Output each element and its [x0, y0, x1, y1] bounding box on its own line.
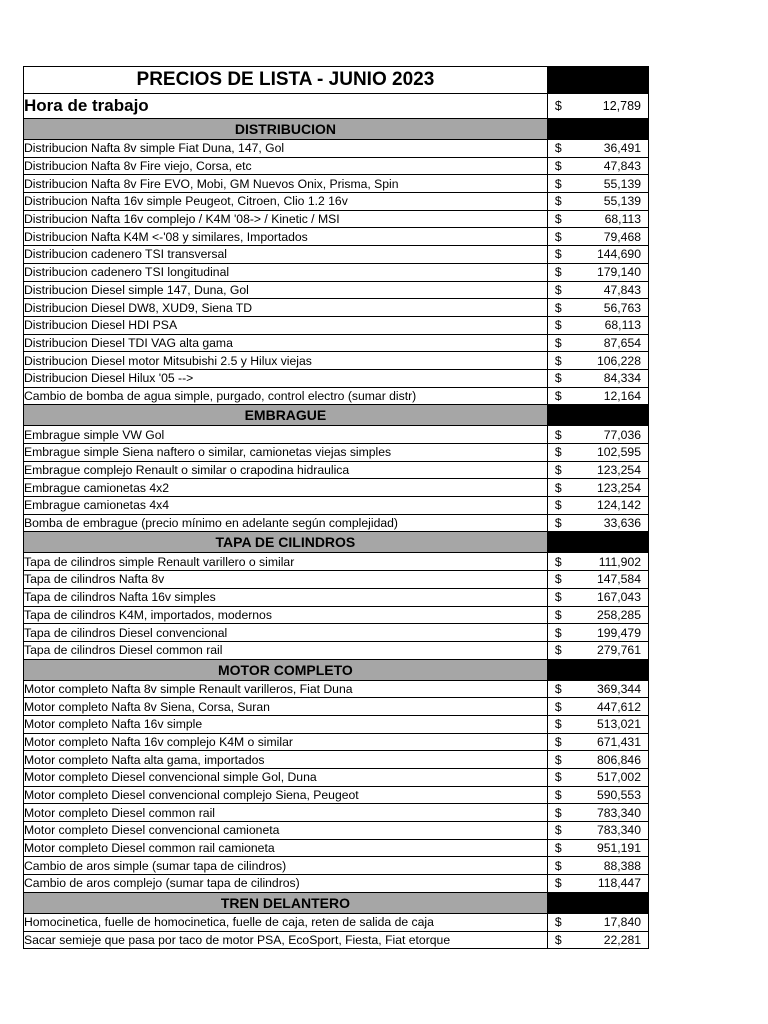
item-price: 68,113	[604, 318, 641, 333]
item-price: 513,021	[596, 717, 641, 732]
item-price: 47,843	[603, 159, 641, 174]
item-price: 87,654	[603, 335, 641, 350]
item-price-cell	[547, 175, 648, 193]
table-row	[24, 210, 649, 228]
item-price: 17,840	[603, 915, 641, 930]
item-price: 806,846	[596, 752, 641, 767]
section-title: DISTRIBUCION	[24, 119, 548, 140]
table-row	[24, 514, 649, 532]
item-price-cell	[547, 857, 648, 875]
item-description: Embrague camionetas 4x2	[24, 479, 548, 497]
section-header-embrague	[24, 405, 649, 426]
item-price-cell	[547, 299, 648, 317]
item-description: Tapa de cilindros simple Renault varillero o similar	[24, 553, 548, 571]
table-row	[24, 769, 649, 787]
currency-symbol: $	[554, 335, 562, 350]
item-price: 167,043	[596, 590, 641, 605]
hora-de-trabajo-label: Hora de trabajo	[24, 94, 548, 119]
currency-symbol: $	[554, 463, 562, 478]
price-list-body	[24, 67, 649, 949]
table-row	[24, 641, 649, 659]
item-price: 258,285	[596, 607, 641, 622]
section-black-cell	[547, 405, 648, 426]
table-row	[24, 316, 649, 334]
table-row	[24, 931, 649, 949]
table-row	[24, 461, 649, 479]
item-price-cell	[547, 698, 648, 716]
table-row	[24, 281, 649, 299]
table-row	[24, 352, 649, 370]
section-title: EMBRAGUE	[24, 405, 548, 426]
item-price-cell	[547, 822, 648, 840]
table-row	[24, 369, 649, 387]
table-row	[24, 875, 649, 893]
table-row	[24, 606, 649, 624]
currency-symbol: $	[554, 858, 562, 873]
currency-symbol: $	[554, 212, 562, 227]
item-price: 279,761	[596, 643, 641, 658]
table-row	[24, 246, 649, 264]
item-price: 671,431	[596, 734, 641, 749]
currency-symbol: $	[554, 498, 562, 513]
item-price: 84,334	[603, 371, 641, 386]
item-price: 124,142	[596, 498, 641, 513]
currency-symbol: $	[554, 805, 562, 820]
currency-symbol: $	[554, 699, 562, 714]
section-black-cell	[547, 119, 648, 140]
item-price: 447,612	[596, 699, 641, 714]
item-description: Motor completo Diesel common rail camioneta	[24, 839, 548, 857]
item-price-cell	[547, 140, 648, 158]
table-row	[24, 913, 649, 931]
item-description: Distribucion Nafta 16v complejo / K4M '08-> / Kinetic / MSI	[24, 210, 548, 228]
item-price-cell	[547, 210, 648, 228]
item-price: 106,228	[596, 353, 641, 368]
currency-symbol: $	[554, 770, 562, 785]
item-price-cell	[547, 913, 648, 931]
item-price-cell	[547, 444, 648, 462]
table-row	[24, 140, 649, 158]
section-header-tapa-de-cilindros	[24, 532, 649, 553]
item-price: 47,843	[603, 282, 641, 297]
item-price: 88,388	[603, 858, 641, 873]
item-description: Tapa de cilindros Nafta 16v simples	[24, 588, 548, 606]
currency-symbol: $	[554, 247, 562, 262]
currency-symbol: $	[554, 625, 562, 640]
section-black-cell	[547, 532, 648, 553]
currency-symbol: $	[554, 752, 562, 767]
currency-symbol: $	[554, 159, 562, 174]
item-description: Cambio de bomba de agua simple, purgado, control electro (sumar distr)	[24, 387, 548, 405]
item-price: 951,191	[596, 841, 641, 856]
table-row	[24, 698, 649, 716]
item-price: 56,763	[603, 300, 641, 315]
currency-symbol: $	[554, 265, 562, 280]
item-price-cell	[547, 263, 648, 281]
item-description: Distribucion Nafta 8v Fire viejo, Corsa, etc	[24, 157, 548, 175]
item-description: Distribucion Diesel HDI PSA	[24, 316, 548, 334]
item-description: Distribucion Diesel Hilux '05 -->	[24, 369, 548, 387]
item-price: 783,340	[596, 823, 641, 838]
table-row	[24, 479, 649, 497]
item-price: 123,254	[596, 480, 641, 495]
item-price: 783,340	[596, 805, 641, 820]
currency-symbol: $	[554, 427, 562, 442]
item-description: Distribucion Nafta 16v simple Peugeot, Citroen, Clio 1.2 16v	[24, 193, 548, 211]
item-description: Motor completo Diesel convencional complejo Siena, Peugeot	[24, 786, 548, 804]
section-header-tren-delantero	[24, 892, 649, 913]
currency-symbol: $	[554, 717, 562, 732]
item-description: Tapa de cilindros Diesel convencional	[24, 624, 548, 642]
item-description: Distribucion Diesel TDI VAG alta gama	[24, 334, 548, 352]
item-description: Bomba de embrague (precio mínimo en adelante según complejidad)	[24, 514, 548, 532]
item-price: 33,636	[603, 516, 641, 531]
section-title: TAPA DE CILINDROS	[24, 532, 548, 553]
item-price-cell	[547, 316, 648, 334]
item-price-cell	[547, 553, 648, 571]
item-price-cell	[547, 352, 648, 370]
item-price: 369,344	[596, 681, 641, 696]
item-description: Tapa de cilindros Diesel common rail	[24, 641, 548, 659]
table-row	[24, 299, 649, 317]
currency-symbol: $	[554, 371, 562, 386]
currency-symbol: $	[554, 607, 562, 622]
item-price: 22,281	[603, 932, 641, 947]
item-price: 68,113	[604, 212, 641, 227]
item-description: Motor completo Nafta 16v simple	[24, 715, 548, 733]
currency-symbol: $	[554, 841, 562, 856]
item-price-cell	[547, 624, 648, 642]
item-description: Motor completo Nafta 16v complejo K4M o similar	[24, 733, 548, 751]
table-row	[24, 733, 649, 751]
title-black-cell	[547, 67, 648, 94]
section-black-cell	[547, 892, 648, 913]
item-description: Embrague complejo Renault o similar o crapodina hidraulica	[24, 461, 548, 479]
item-price: 36,491	[603, 141, 641, 156]
item-description: Motor completo Diesel common rail	[24, 804, 548, 822]
item-price: 147,584	[596, 572, 641, 587]
item-price-cell	[547, 246, 648, 264]
item-description: Motor completo Nafta 8v simple Renault varilleros, Fiat Duna	[24, 680, 548, 698]
section-header-motor-completo	[24, 659, 649, 680]
hora-de-trabajo-price: 12,789	[602, 99, 641, 113]
currency-symbol: $	[554, 554, 562, 569]
item-price-cell	[547, 571, 648, 589]
currency-symbol: $	[554, 876, 562, 891]
currency-symbol: $	[554, 388, 562, 403]
table-row	[24, 157, 649, 175]
table-row	[24, 497, 649, 515]
item-price-cell	[547, 769, 648, 787]
item-description: Embrague simple VW Gol	[24, 426, 548, 444]
table-row	[24, 822, 649, 840]
item-price-cell	[547, 497, 648, 515]
currency-symbol: $	[554, 141, 562, 156]
currency-symbol: $	[554, 681, 562, 696]
item-price: 102,595	[596, 445, 641, 460]
item-description: Motor completo Nafta alta gama, importados	[24, 751, 548, 769]
item-price: 79,468	[603, 229, 641, 244]
table-row	[24, 715, 649, 733]
item-description: Embrague camionetas 4x4	[24, 497, 548, 515]
item-description: Distribucion cadenero TSI longitudinal	[24, 263, 548, 281]
table-row	[24, 426, 649, 444]
item-price: 144,690	[596, 247, 641, 262]
currency-symbol: $	[554, 823, 562, 838]
currency-symbol: $	[554, 176, 562, 191]
currency-symbol: $	[554, 282, 562, 297]
item-description: Motor completo Nafta 8v Siena, Corsa, Suran	[24, 698, 548, 716]
item-description: Distribucion Nafta 8v Fire EVO, Mobi, GM Nuevos Onix, Prisma, Spin	[24, 175, 548, 193]
item-price: 55,139	[603, 194, 641, 209]
item-price: 123,254	[596, 463, 641, 478]
item-price-cell	[547, 479, 648, 497]
item-description: Distribucion cadenero TSI transversal	[24, 246, 548, 264]
table-row	[24, 334, 649, 352]
section-title: TREN DELANTERO	[24, 892, 548, 913]
item-price-cell	[547, 588, 648, 606]
section-header-distribucion	[24, 119, 649, 140]
item-price: 118,447	[597, 876, 641, 891]
item-description: Motor completo Diesel convencional simple Gol, Duna	[24, 769, 548, 787]
item-price: 199,479	[596, 625, 641, 640]
currency-symbol: $	[554, 353, 562, 368]
table-row	[24, 571, 649, 589]
item-price: 179,140	[596, 265, 641, 280]
table-row	[24, 387, 649, 405]
item-price-cell	[547, 931, 648, 949]
currency-symbol: $	[554, 445, 562, 460]
item-description: Homocinetica, fuelle de homocinetica, fuelle de caja, reten de salida de caja	[24, 913, 548, 931]
item-price: 111,902	[598, 554, 641, 569]
currency-symbol: $	[554, 194, 562, 209]
item-price-cell	[547, 228, 648, 246]
currency-symbol: $	[554, 229, 562, 244]
currency-symbol: $	[554, 643, 562, 658]
currency-symbol: $	[554, 318, 562, 333]
item-description: Sacar semieje que pasa por taco de motor PSA, EcoSport, Fiesta, Fiat etorque	[24, 931, 548, 949]
currency-symbol: $	[554, 480, 562, 495]
currency-symbol: $	[554, 734, 562, 749]
price-list-table	[23, 66, 649, 949]
hora-de-trabajo-price-cell	[547, 94, 648, 119]
item-description: Distribucion Diesel motor Mitsubishi 2.5 y Hilux viejas	[24, 352, 548, 370]
table-row	[24, 193, 649, 211]
item-price: 517,002	[596, 770, 641, 785]
item-price-cell	[547, 715, 648, 733]
item-description: Cambio de aros simple (sumar tapa de cilindros)	[24, 857, 548, 875]
item-price-cell	[547, 369, 648, 387]
item-price: 55,139	[603, 176, 641, 191]
item-description: Tapa de cilindros K4M, importados, modernos	[24, 606, 548, 624]
item-price-cell	[547, 733, 648, 751]
table-row	[24, 751, 649, 769]
item-price-cell	[547, 387, 648, 405]
item-price-cell	[547, 641, 648, 659]
table-row	[24, 857, 649, 875]
currency-symbol: $	[554, 300, 562, 315]
item-price-cell	[547, 875, 648, 893]
table-row	[24, 553, 649, 571]
section-title: MOTOR COMPLETO	[24, 659, 548, 680]
item-price-cell	[547, 786, 648, 804]
currency-symbol: $	[554, 516, 562, 531]
item-price: 590,553	[596, 788, 641, 803]
item-price: 12,164	[603, 388, 641, 403]
item-price-cell	[547, 839, 648, 857]
item-description: Motor completo Diesel convencional camioneta	[24, 822, 548, 840]
item-price: 77,036	[603, 427, 641, 442]
table-row	[24, 786, 649, 804]
item-price-cell	[547, 680, 648, 698]
item-price-cell	[547, 334, 648, 352]
item-price-cell	[547, 606, 648, 624]
hora-de-trabajo-row	[24, 94, 649, 119]
item-price-cell	[547, 461, 648, 479]
item-price-cell	[547, 281, 648, 299]
title-row	[24, 67, 649, 94]
item-price-cell	[547, 751, 648, 769]
item-description: Cambio de aros complejo (sumar tapa de cilindros)	[24, 875, 548, 893]
table-row	[24, 263, 649, 281]
currency-symbol: $	[554, 932, 562, 947]
item-description: Distribucion Nafta K4M <-'08 y similares, Importados	[24, 228, 548, 246]
currency-symbol: $	[554, 572, 562, 587]
table-row	[24, 624, 649, 642]
table-row	[24, 680, 649, 698]
table-row	[24, 444, 649, 462]
currency-symbol: $	[554, 590, 562, 605]
item-price-cell	[547, 804, 648, 822]
page-title: PRECIOS DE LISTA - JUNIO 2023	[24, 67, 548, 94]
table-row	[24, 175, 649, 193]
currency-symbol: $	[554, 915, 562, 930]
table-row	[24, 588, 649, 606]
table-row	[24, 804, 649, 822]
item-description: Distribucion Diesel DW8, XUD9, Siena TD	[24, 299, 548, 317]
item-price-cell	[547, 426, 648, 444]
table-row	[24, 228, 649, 246]
currency-symbol: $	[554, 99, 562, 113]
item-description: Tapa de cilindros Nafta 8v	[24, 571, 548, 589]
section-black-cell	[547, 659, 648, 680]
item-price-cell	[547, 514, 648, 532]
currency-symbol: $	[554, 788, 562, 803]
item-description: Embrague simple Siena naftero o similar, camionetas viejas simples	[24, 444, 548, 462]
table-row	[24, 839, 649, 857]
item-price-cell	[547, 193, 648, 211]
item-description: Distribucion Diesel simple 147, Duna, Gol	[24, 281, 548, 299]
item-description: Distribucion Nafta 8v simple Fiat Duna, 147, Gol	[24, 140, 548, 158]
item-price-cell	[547, 157, 648, 175]
